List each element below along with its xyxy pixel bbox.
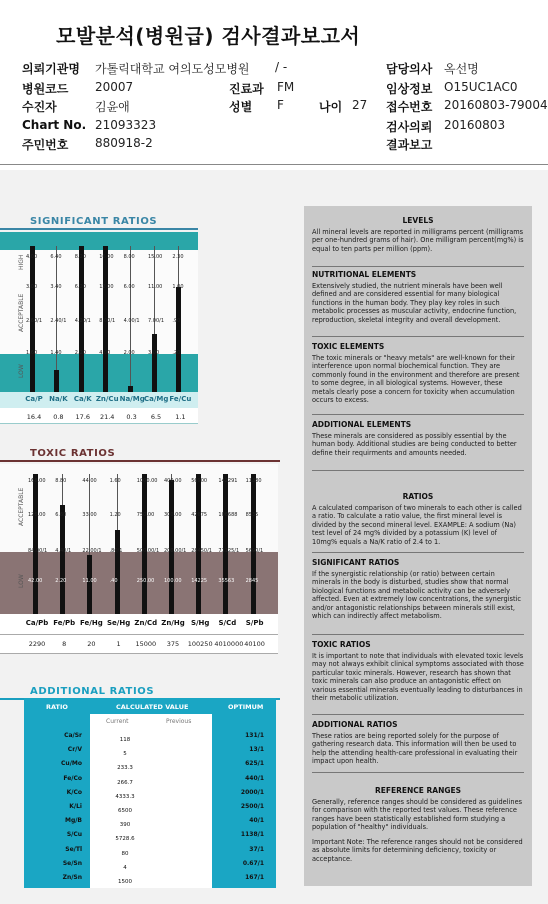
add-row-name: Zn/Sn xyxy=(62,874,82,881)
tox-bar-ca-pb xyxy=(33,474,38,614)
tox-column-value: 40100 xyxy=(244,640,265,648)
sig-column-value: 21.4 xyxy=(99,413,115,421)
sig-tick: .90 xyxy=(172,318,181,324)
panel-nutritional-text: Extensively studied, the nutrient minerals have been well defined and are considered essential for many biological functions in the human body. They play key roles in such metabolic processes as muscular activity, endocrine function, reproduction, skeletal integrity and overall development. xyxy=(312,282,517,324)
tox-tick: 8535 xyxy=(245,512,259,518)
add-row-current: 5728.6 xyxy=(115,836,135,843)
field-label-clinical-info: 임상정보 xyxy=(386,82,433,96)
panel-additional-text: These minerals are considered as possibly essential by the human body. Additional studies are being conducted to better define their requirments and amounts needed. xyxy=(312,432,517,457)
field-label-sex: 성별 xyxy=(229,100,253,114)
field-value-chart-no: 21093323 xyxy=(95,118,157,132)
explanation-panel xyxy=(304,206,532,886)
add-row-optimum: 167/1 xyxy=(245,874,264,881)
add-row-current: 80 xyxy=(121,850,129,857)
tox-tick: 42675 xyxy=(191,512,208,518)
tox-bar-fe-pb xyxy=(60,505,65,614)
tox-tick: 126.00 xyxy=(28,512,46,518)
add-row-optimum: 40/1 xyxy=(249,817,264,825)
panel-add-title: ADDITIONAL RATIOS xyxy=(312,720,398,729)
significant-title-rule xyxy=(0,228,198,230)
add-row-optimum: 0.67/1 xyxy=(242,859,264,867)
sig-bar-na-k xyxy=(54,370,59,392)
panel-additional-title: ADDITIONAL ELEMENTS xyxy=(312,420,412,429)
panel-divider xyxy=(312,414,524,415)
panel-add-text: These ratios are being reported solely for the purpose of gathering research data. This information will then be used to help the attending health-care professional in evaluating their impact upon health. xyxy=(312,732,518,766)
significant-ratios-chart xyxy=(0,232,198,454)
add-row-current: 390 xyxy=(119,822,131,829)
panel-divider xyxy=(312,634,524,635)
sig-tick: 8.20 xyxy=(74,254,86,260)
tox-tick: 33.00 xyxy=(82,512,97,518)
sig-column-value: 17.6 xyxy=(75,413,91,421)
add-row-current: 4333.3 xyxy=(115,793,135,800)
tox-column-label: Zn/Cd xyxy=(134,619,158,627)
add-row-optimum: 131/1 xyxy=(245,732,264,739)
tox-tick: 44.00 xyxy=(82,478,97,484)
field-value-request-date: 20160803 xyxy=(444,118,506,132)
panel-levels-title: LEVELS xyxy=(402,216,434,225)
tox-column-label: Fe/Pb xyxy=(53,619,76,627)
add-row-optimum: 13/1 xyxy=(249,746,264,754)
sig-column-label: Ca/K xyxy=(73,395,92,403)
report-title: 모발분석(병원급) 검사결과보고서 xyxy=(56,24,361,48)
panel-divider xyxy=(312,714,524,715)
tox-bar-zn-hg xyxy=(169,480,174,614)
panel-divider xyxy=(312,336,524,337)
add-row-optimum: 2500/1 xyxy=(240,803,264,810)
panel-divider xyxy=(312,266,524,267)
toxic-title-rule xyxy=(0,460,280,462)
tox-tick: 84.00/1 xyxy=(28,548,48,554)
toxic-ratios-title: TOXIC RATIOS xyxy=(30,448,116,459)
sig-tick: 4.00/1 xyxy=(123,318,140,324)
panel-ref-text: Generally, reference ranges should be considered as guidelines for comparison with the reported test values. These reference ranges have been statistically established form studying a population of "healthy" individuals. xyxy=(312,798,523,832)
field-label-request-date: 검사의뢰 xyxy=(386,120,433,134)
sig-bar-fe-cu xyxy=(176,287,181,392)
add-row-current: 266.7 xyxy=(117,779,133,786)
panel-divider xyxy=(312,552,524,553)
add-row-name: Cu/Mo xyxy=(61,760,82,768)
add-row-name: Cr/V xyxy=(67,746,82,754)
sig-column-label: Na/K xyxy=(49,395,68,403)
add-header-ratio: RATIO xyxy=(46,703,68,711)
panel-sig-title: SIGNIFICANT RATIOS xyxy=(312,558,400,567)
tox-column-value: 2290 xyxy=(28,640,46,648)
sig-tick: 6.00 xyxy=(123,284,135,290)
add-row-name: K/Co xyxy=(66,788,82,796)
tox-tick: 4.40/1 xyxy=(55,548,72,554)
field-value-resident-no: 880918-2 xyxy=(95,136,153,150)
sig-column-value: 0.8 xyxy=(53,413,64,421)
lab-report-scan xyxy=(0,170,548,904)
add-row-optimum: 440/1 xyxy=(245,774,264,782)
field-label-institution: 의뢰기관명 xyxy=(22,62,80,76)
sig-tick: 11.00 xyxy=(148,284,163,290)
tox-tick: 14225 xyxy=(191,578,208,584)
sig-low-label: LOW xyxy=(18,364,25,378)
add-row-name: K/Li xyxy=(69,803,82,810)
sig-column-value: 0.3 xyxy=(126,413,137,421)
tox-column-value: 1 xyxy=(116,640,121,648)
sig-column-label: Na/Mg xyxy=(119,395,145,403)
field-value-doctor: 옥선명 xyxy=(444,62,479,76)
field-label-receipt-no: 접수번호 xyxy=(386,100,433,114)
field-value-receipt-no: 20160803-79004 xyxy=(444,98,548,112)
field-label-resident-no: 주민번호 xyxy=(22,138,69,152)
tox-column-label: Zn/Hg xyxy=(161,619,185,627)
sig-column-value: 16.4 xyxy=(26,413,42,421)
sig-tick: 1.40 xyxy=(50,350,62,356)
tox-tick: 250.00 xyxy=(136,578,155,584)
panel-tox-text: It is important to note that individuals with elevated toxic levels may not always exhibit clinical symptoms associated with those particular toxic minerals. However, research has shown that toxic minerals can also produce an antagonistic effect on various essential minerals eventually leading to disturbances in their metabolic utilization. xyxy=(312,652,524,703)
add-header-calc: CALCULATED VALUE xyxy=(116,703,189,711)
sig-high-label: HIGH xyxy=(18,254,25,270)
sig-tick: 8.00 xyxy=(123,254,135,260)
panel-divider xyxy=(312,470,524,471)
sig-tick: 3.00 xyxy=(148,350,160,356)
tox-acceptable-label: ACCEPTABLE xyxy=(18,487,25,526)
sig-tick: 16.00 xyxy=(99,254,114,260)
sig-column-value: 6.5 xyxy=(150,413,162,421)
sig-tick: 2.30 xyxy=(172,254,184,260)
tox-column-value: 20 xyxy=(87,640,96,648)
tox-column-value: 15000 xyxy=(135,640,157,648)
add-row-name: Se/Sn xyxy=(62,859,82,867)
tox-tick: 5690/1 xyxy=(245,548,264,554)
sig-tick: 2.20 xyxy=(74,350,86,356)
sig-acceptable-label: ACCEPTABLE xyxy=(18,293,25,332)
sig-tick: 3.40 xyxy=(50,284,62,290)
sig-tick: 3.00 xyxy=(26,284,38,290)
tox-tick: 142291 xyxy=(218,478,238,484)
toxic-ratios-chart xyxy=(0,464,278,660)
tox-tick: 200.00/1 xyxy=(164,548,187,554)
field-label-patient: 수진자 xyxy=(22,100,57,114)
sig-tick: 2.60/1 xyxy=(26,318,42,324)
sig-tick: 7.00/1 xyxy=(148,318,164,324)
sig-column-value: 1.1 xyxy=(175,413,186,421)
field-value-sex: F xyxy=(277,98,284,112)
tox-tick: 11380 xyxy=(245,478,262,484)
sig-tick: 1.60 xyxy=(26,350,38,356)
sig-tick: 1.00 xyxy=(172,284,184,290)
tox-tick: 56900 xyxy=(191,478,208,484)
tox-column-label: Fe/Hg xyxy=(80,619,103,627)
tox-tick: 168.00 xyxy=(28,478,46,484)
sig-tick: .20 xyxy=(172,350,181,356)
tox-bar-s-pb xyxy=(251,474,256,614)
tox-tick: 8.80 xyxy=(55,478,67,484)
panel-levels-text: All mineral levels are reported in milligrams percent (milligrams per one-hundred grams of hair). One milligram percent(mg%) is equal to ten parts per million (ppm). xyxy=(312,228,524,253)
tox-column-label: Ca/Pb xyxy=(25,619,49,627)
tox-tick: 750.00 xyxy=(136,512,155,518)
tox-bar-zn-cd xyxy=(142,474,147,614)
add-row-current: 4 xyxy=(123,864,127,871)
field-value-patient: 김윤애 xyxy=(95,100,130,114)
tox-tick: 106688 xyxy=(218,512,238,518)
field-label-report-date: 결과보고 xyxy=(386,138,433,152)
tox-bar-s-hg xyxy=(196,474,201,614)
tox-bar-fe-hg xyxy=(87,555,92,614)
sig-tick: 12.00 xyxy=(99,284,114,290)
field-label-doctor: 담당의사 xyxy=(386,62,433,76)
sig-tick: 4.00 xyxy=(26,254,38,260)
tox-tick: 6.60 xyxy=(55,512,67,518)
add-row-name: S/Cu xyxy=(66,831,82,839)
tox-column-value: 4010000 xyxy=(214,640,244,648)
tox-tick: 1000.00 xyxy=(136,478,158,484)
add-row-optimum: 1138/1 xyxy=(240,831,264,839)
add-row-optimum: 625/1 xyxy=(245,760,264,768)
panel-nutritional-title: NUTRITIONAL ELEMENTS xyxy=(312,270,417,279)
tox-column-label: S/Cd xyxy=(218,619,237,627)
tox-tick: 300.00 xyxy=(164,512,182,518)
add-header-previous: Previous xyxy=(166,718,192,725)
add-header-current: Current xyxy=(106,718,129,725)
sig-tick: 4.00 xyxy=(99,350,111,356)
tox-tick: 500.00/1 xyxy=(136,548,160,554)
tox-tick: .80/1 xyxy=(109,548,123,554)
panel-ratios-text: A calculated comparison of two minerals to each other is called a ratio. To calculate a ratio value, the first mineral level is divided by the second mineral level. EXAMPLE: A sodium (Na) test level of 24 mg% divided by a potassium (K) level of 10mg% equals a Na/K ratio of 2.4 to 1. xyxy=(312,504,522,546)
field-value-institution: 가톨릭대학교 여의도성모병원 xyxy=(95,62,250,76)
tox-low-label: LOW xyxy=(18,574,25,588)
sig-column-label: Ca/Mg xyxy=(144,395,169,403)
add-row-name: Se/Tl xyxy=(65,845,82,853)
tox-column-label: S/Hg xyxy=(190,619,210,627)
sig-bar-na-mg xyxy=(128,386,133,392)
sig-tick: 15.00 xyxy=(148,254,163,260)
tox-tick: 2.20 xyxy=(55,578,67,584)
tox-column-label: Se/Hg xyxy=(106,619,131,627)
tox-column-value: 100250 xyxy=(187,640,213,648)
panel-ref-title: REFERENCE RANGES xyxy=(374,786,462,795)
add-row-current: 1500 xyxy=(118,879,132,885)
tox-tick: 42.00 xyxy=(28,578,43,584)
field-label-age: 나이 xyxy=(319,100,343,114)
field-label-hospital-code: 병원코드 xyxy=(22,82,69,96)
tox-column-value: 375 xyxy=(166,640,180,648)
tox-tick: 28450/1 xyxy=(191,548,212,554)
tox-tick: 35563 xyxy=(218,578,235,584)
tox-tick: 1.20 xyxy=(109,512,121,518)
add-row-name: Ca/Sr xyxy=(64,732,82,739)
sig-bar-ca-mg xyxy=(152,334,157,392)
sig-column-label: Ca/P xyxy=(25,395,43,403)
field-value-clinical-info: O15UC1AC0 xyxy=(444,80,518,94)
tox-tick: 1.60 xyxy=(109,478,121,484)
report-header xyxy=(0,0,548,160)
tox-bar-se-hg xyxy=(115,530,120,614)
tox-tick: 22.00/1 xyxy=(82,548,102,554)
tox-tick: 100.00 xyxy=(164,578,182,584)
add-header-optimum: OPTIMUM xyxy=(228,703,264,711)
add-row-optimum: 2000/1 xyxy=(240,788,264,796)
tox-tick: 400.00 xyxy=(164,478,182,484)
sig-tick: 4.20/1 xyxy=(74,318,91,324)
field-value-hospital-code: 20007 xyxy=(95,80,134,94)
add-row-optimum: 37/1 xyxy=(249,845,264,853)
header-divider xyxy=(0,164,548,165)
add-row-name: Mg/B xyxy=(64,817,82,825)
panel-toxic-title: TOXIC ELEMENTS xyxy=(312,342,385,351)
add-row-name: Fe/Co xyxy=(63,774,82,782)
field-value-age: 27 xyxy=(352,98,368,112)
sig-tick: 6.20 xyxy=(74,284,86,290)
tox-tick: 2845 xyxy=(245,578,259,584)
tox-column-value: 8 xyxy=(62,640,67,648)
panel-toxic-text: The toxic minerals or "heavy metals" are well-known for their interference upon normal biochemical function. They are commonly found in the environment and therefore are present to some degree, in all biological systems. However, these metals clearly pose a concern for toxicity when accumulation occurs to excess. xyxy=(312,354,520,405)
sig-tick: 8.00/1 xyxy=(99,318,116,324)
panel-note-text: Important Note: The reference ranges should not be considered as absolute limits for determining deficiency, toxicity or acceptance. xyxy=(312,838,523,863)
sig-tick: 2.40/1 xyxy=(50,318,67,324)
field-value-institution-extra: / - xyxy=(275,60,288,74)
additional-ratios-title: ADDITIONAL RATIOS xyxy=(30,686,155,697)
additional-ratios-table xyxy=(24,698,276,888)
panel-ratios-title: RATIOS xyxy=(402,492,434,501)
tox-tick: 71125/1 xyxy=(218,548,240,554)
add-row-current: 6500 xyxy=(118,808,132,814)
tox-column-label: S/Pb xyxy=(245,619,264,627)
panel-sig-text: If the synergistic relationship (or ratio) between certain minerals in the body is disturbed, studies show that normal biological functions and metabolic activity can be adversely affected. Even at extremely low concentrations, the synergistic and/or antagonistic relationships between minerals still exist, which can indirectly affect metabolism. xyxy=(312,570,521,621)
add-row-current: 233.3 xyxy=(117,765,133,772)
sig-tick: 6.40 xyxy=(50,254,62,260)
tox-bar-s-cd xyxy=(223,474,228,614)
add-row-current: 118 xyxy=(119,737,131,743)
panel-tox-title: TOXIC RATIOS xyxy=(312,640,371,649)
tox-tick: .40 xyxy=(109,578,118,584)
field-label-department: 진료과 xyxy=(229,82,264,96)
panel-divider xyxy=(312,772,524,773)
sig-column-label: Fe/Cu xyxy=(169,395,192,403)
sig-column-label: Zn/Cu xyxy=(95,395,119,403)
field-value-department: FM xyxy=(277,80,295,94)
field-label-chart-no: Chart No. xyxy=(22,118,87,132)
tox-tick: 11.00 xyxy=(82,578,97,584)
add-row-current: 5 xyxy=(123,751,127,758)
significant-ratios-title: SIGNIFICANT RATIOS xyxy=(30,216,158,227)
sig-tick: 2.00 xyxy=(123,350,135,356)
